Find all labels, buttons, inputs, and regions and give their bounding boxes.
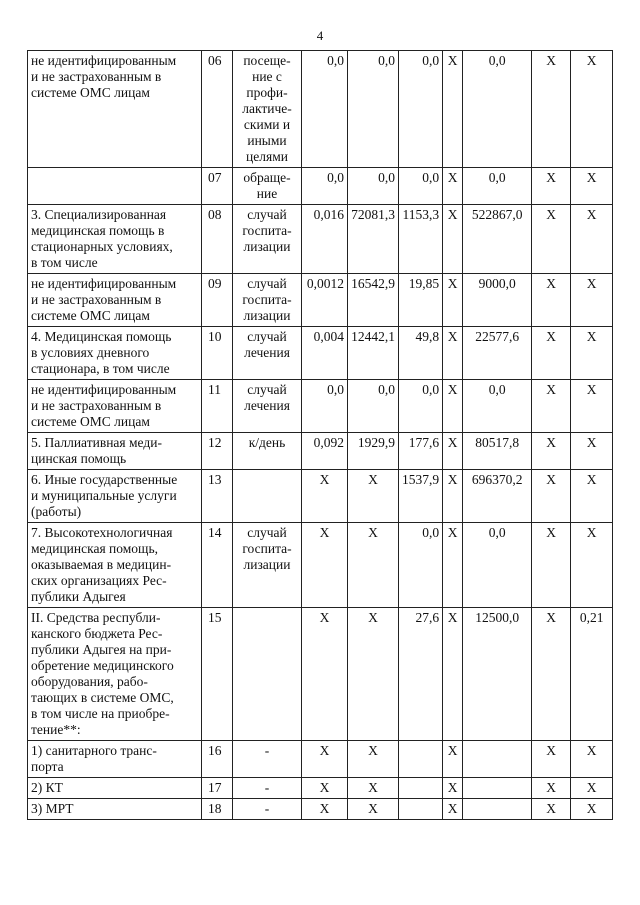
row-code-cell: 07 — [202, 168, 233, 205]
row-value-cell — [399, 778, 443, 799]
row-value-cell: 12500,0 — [463, 608, 532, 741]
row-value-cell: 49,8 — [399, 327, 443, 380]
row-value-cell: Х — [302, 523, 348, 608]
row-code-cell: 08 — [202, 205, 233, 274]
row-unit-cell: случай госпита- лизации — [233, 205, 302, 274]
row-value-cell: 0,0 — [399, 523, 443, 608]
row-name-cell: 4. Медицинская помощь в условиях дневного стационара, в том числе — [28, 327, 202, 380]
row-value-cell: Х — [532, 799, 571, 820]
row-unit-cell: случай госпита- лизации — [233, 274, 302, 327]
row-value-cell: Х — [443, 168, 463, 205]
row-value-cell: 9000,0 — [463, 274, 532, 327]
row-value-cell: 0,0 — [399, 51, 443, 168]
row-value-cell: 0,0 — [463, 51, 532, 168]
row-value-cell: Х — [443, 205, 463, 274]
row-value-cell: 522867,0 — [463, 205, 532, 274]
table-row — [28, 168, 613, 205]
row-value-cell: 0,0 — [463, 523, 532, 608]
row-value-cell: 0,0 — [463, 168, 532, 205]
row-unit-cell: случай госпита- лизации — [233, 523, 302, 608]
row-value-cell: Х — [571, 741, 613, 778]
row-value-cell: Х — [532, 274, 571, 327]
row-value-cell: 0,21 — [571, 608, 613, 741]
row-code-cell: 10 — [202, 327, 233, 380]
row-value-cell: 27,6 — [399, 608, 443, 741]
row-value-cell: 0,0 — [302, 51, 348, 168]
row-value-cell: 1537,9 — [399, 470, 443, 523]
row-value-cell: Х — [532, 51, 571, 168]
row-value-cell: Х — [443, 608, 463, 741]
row-unit-cell: случай лечения — [233, 327, 302, 380]
row-value-cell: Х — [571, 523, 613, 608]
row-value-cell: Х — [532, 168, 571, 205]
row-code-cell: 09 — [202, 274, 233, 327]
row-value-cell — [463, 741, 532, 778]
table-row — [28, 523, 613, 608]
row-value-cell: Х — [443, 274, 463, 327]
row-value-cell: Х — [571, 799, 613, 820]
row-value-cell: Х — [571, 51, 613, 168]
row-value-cell: Х — [571, 327, 613, 380]
row-value-cell: Х — [443, 523, 463, 608]
row-value-cell: Х — [348, 470, 399, 523]
row-code-cell: 13 — [202, 470, 233, 523]
row-name-cell: 6. Иные государственные и муниципальные услуги (работы) — [28, 470, 202, 523]
row-value-cell: Х — [302, 470, 348, 523]
row-value-cell: Х — [302, 799, 348, 820]
row-value-cell: Х — [302, 778, 348, 799]
row-value-cell: 12442,1 — [348, 327, 399, 380]
row-value-cell: 0,0 — [348, 380, 399, 433]
row-code-cell: 18 — [202, 799, 233, 820]
row-value-cell: Х — [532, 741, 571, 778]
row-value-cell: 0,016 — [302, 205, 348, 274]
row-value-cell: Х — [348, 778, 399, 799]
row-value-cell: 0,0012 — [302, 274, 348, 327]
row-name-cell: не идентифицированным и не застрахованным в системе ОМС лицам — [28, 274, 202, 327]
row-value-cell: Х — [532, 327, 571, 380]
row-value-cell: Х — [571, 274, 613, 327]
row-unit-cell: - — [233, 799, 302, 820]
row-value-cell: Х — [532, 470, 571, 523]
table-row — [28, 327, 613, 380]
row-unit-cell: - — [233, 741, 302, 778]
row-value-cell: Х — [532, 608, 571, 741]
row-value-cell — [463, 778, 532, 799]
row-value-cell: 72081,3 — [348, 205, 399, 274]
row-value-cell: Х — [571, 205, 613, 274]
row-value-cell: Х — [571, 470, 613, 523]
row-value-cell — [399, 799, 443, 820]
row-name-cell: 5. Паллиативная меди- цинская помощь — [28, 433, 202, 470]
row-value-cell: 1153,3 — [399, 205, 443, 274]
row-name-cell: 3) МРТ — [28, 799, 202, 820]
row-code-cell: 11 — [202, 380, 233, 433]
row-value-cell: Х — [348, 608, 399, 741]
row-unit-cell — [233, 608, 302, 741]
row-unit-cell: обраще- ние — [233, 168, 302, 205]
table-row — [28, 799, 613, 820]
row-unit-cell — [233, 470, 302, 523]
row-value-cell: Х — [532, 205, 571, 274]
row-value-cell: Х — [443, 433, 463, 470]
table-row — [28, 778, 613, 799]
row-code-cell: 15 — [202, 608, 233, 741]
row-value-cell: 1929,9 — [348, 433, 399, 470]
table-row — [28, 380, 613, 433]
row-value-cell: 0,0 — [302, 380, 348, 433]
row-value-cell — [463, 799, 532, 820]
row-value-cell: Х — [532, 523, 571, 608]
row-value-cell: Х — [532, 380, 571, 433]
row-unit-cell: случай лечения — [233, 380, 302, 433]
row-name-cell: 1) санитарного транс- порта — [28, 741, 202, 778]
medical-care-table — [27, 50, 613, 820]
table-row — [28, 608, 613, 741]
row-value-cell: Х — [571, 168, 613, 205]
row-name-cell: 7. Высокотехнологичная медицинская помощь, оказываемая в медицин- ских организациях Рес- публики Адыгея — [28, 523, 202, 608]
row-value-cell: Х — [571, 778, 613, 799]
row-value-cell: 19,85 — [399, 274, 443, 327]
table-row — [28, 470, 613, 523]
row-value-cell: Х — [348, 799, 399, 820]
row-value-cell: Х — [443, 470, 463, 523]
row-unit-cell: к/день — [233, 433, 302, 470]
row-value-cell: 177,6 — [399, 433, 443, 470]
row-code-cell: 12 — [202, 433, 233, 470]
row-unit-cell: - — [233, 778, 302, 799]
row-name-cell: 3. Специализированная медицинская помощь в стационарных условиях, в том числе — [28, 205, 202, 274]
table-row — [28, 433, 613, 470]
row-unit-cell: посеще- ние с профи- лактиче- скими и иными целями — [233, 51, 302, 168]
row-code-cell: 14 — [202, 523, 233, 608]
page-number: 4 — [316, 28, 324, 43]
row-code-cell: 16 — [202, 741, 233, 778]
row-value-cell: 16542,9 — [348, 274, 399, 327]
row-value-cell: Х — [571, 380, 613, 433]
row-value-cell: 0,092 — [302, 433, 348, 470]
row-value-cell: 0,0 — [302, 168, 348, 205]
row-name-cell: II. Средства республи- канского бюджета Рес- публики Адыгея на при- обретение медицинского оборудования, рабо- тающих в системе ОМС, в том числе на приобре- тение**: — [28, 608, 202, 741]
row-value-cell: Х — [532, 433, 571, 470]
row-name-cell: не идентифицированным и не застрахованным в системе ОМС лицам — [28, 51, 202, 168]
table-row — [28, 741, 613, 778]
row-value-cell: 0,0 — [463, 380, 532, 433]
row-value-cell: 0,0 — [348, 51, 399, 168]
row-value-cell: 22577,6 — [463, 327, 532, 380]
row-name-cell — [28, 168, 202, 205]
row-value-cell: Х — [302, 741, 348, 778]
table-row — [28, 274, 613, 327]
row-value-cell: 0,004 — [302, 327, 348, 380]
row-value-cell: 0,0 — [399, 168, 443, 205]
row-value-cell: Х — [443, 799, 463, 820]
row-value-cell: Х — [302, 608, 348, 741]
row-value-cell: Х — [532, 778, 571, 799]
table-row — [28, 51, 613, 168]
row-value-cell: 80517,8 — [463, 433, 532, 470]
row-value-cell: Х — [443, 380, 463, 433]
row-name-cell: не идентифицированным и не застрахованным в системе ОМС лицам — [28, 380, 202, 433]
row-value-cell: Х — [571, 433, 613, 470]
row-code-cell: 06 — [202, 51, 233, 168]
row-value-cell: Х — [348, 523, 399, 608]
row-value-cell: Х — [443, 741, 463, 778]
row-value-cell: 696370,2 — [463, 470, 532, 523]
row-value-cell: 0,0 — [348, 168, 399, 205]
row-value-cell — [399, 741, 443, 778]
row-value-cell: Х — [348, 741, 399, 778]
row-value-cell: Х — [443, 51, 463, 168]
table-row — [28, 205, 613, 274]
row-code-cell: 17 — [202, 778, 233, 799]
row-value-cell: Х — [443, 778, 463, 799]
row-value-cell: 0,0 — [399, 380, 443, 433]
row-value-cell: Х — [443, 327, 463, 380]
row-name-cell: 2) КТ — [28, 778, 202, 799]
